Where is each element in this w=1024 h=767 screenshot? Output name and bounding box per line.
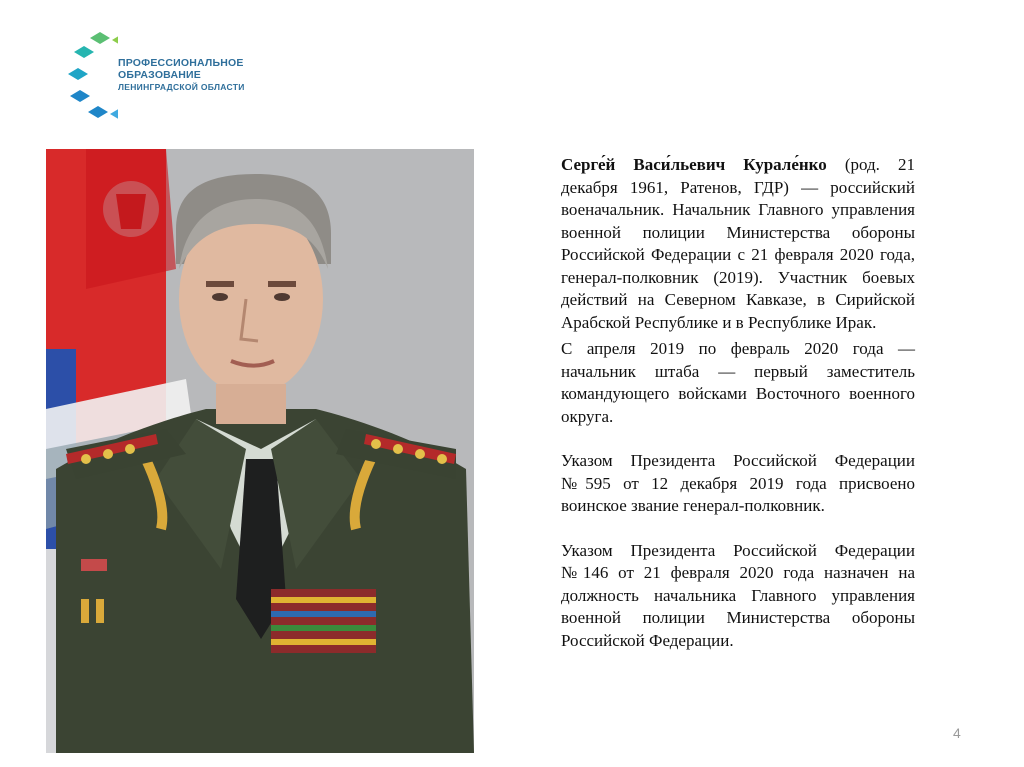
bio-paragraph-4: Указом Президента Российской Федерации №146 от 21 февраля 2020 года назначен на должность начальника Главного управления военной полиции Министерства обороны Российской Федерации. [561,540,915,650]
portrait-illustration [46,149,474,753]
page-number: 4 [953,725,961,741]
biography-text [561,154,915,656]
bio-paragraph-2: С апреля 2019 по февраль 2020 года — начальник штаба — первый заместитель командующего войсками Восточного военного округа. [561,339,915,426]
bio-paragraph-1 [561,154,915,334]
logo-line-3: ЛЕНИНГРАДСКОЙ ОБЛАСТИ [118,82,245,92]
bio-paragraph-3: Указом Президента Российской Федерации №595 от 12 декабря 2019 года присвоено воинское звание генерал-полковник. [561,451,915,515]
bio-intro: (род. 21 декабря 1961, Ратенов, ГДР) — российский военачальник. Начальник Главного управления военной полиции Министерства обороны Российской Федерации с 21 февраля 2020 года, генерал-полковник (2019). Участник боевых действий на Северном Кавказе, в Сирийской Арабской Республике и в Республике Ирак. [561,155,916,332]
logo-line-2: ОБРАЗОВАНИЕ [118,69,201,81]
logo [68,32,268,124]
logo-line-1: ПРОФЕССИОНАЛЬНОЕ [118,57,244,69]
person-name: Серге́й Васи́льевич Курале́нко [561,155,827,174]
logo-text [118,57,245,93]
logo-mark-icon [68,32,118,124]
portrait-photo [46,149,474,753]
